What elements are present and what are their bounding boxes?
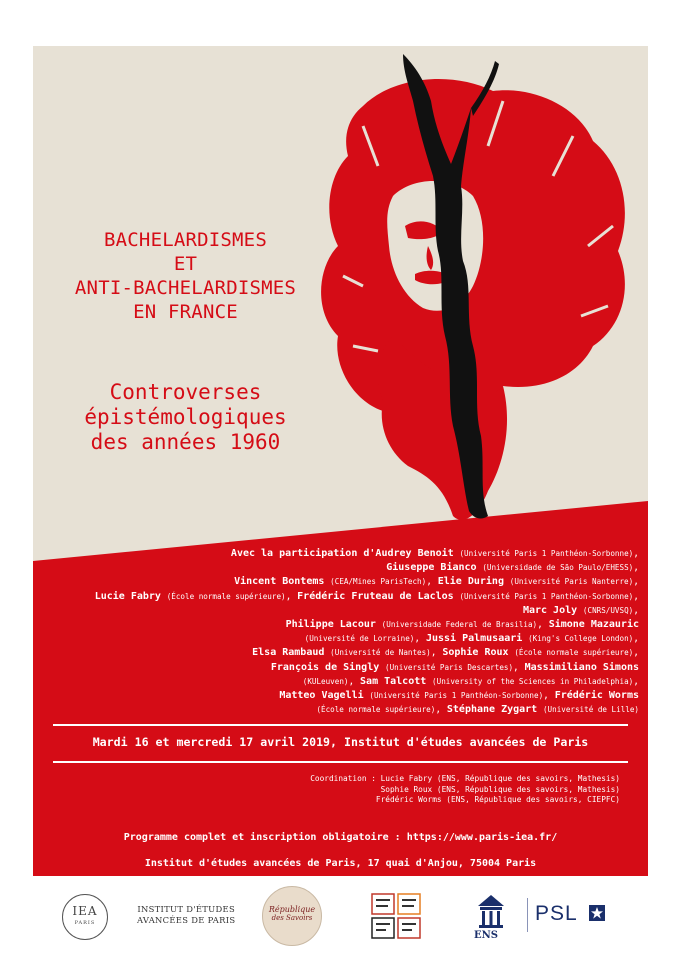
republique-logo-line: des Savoirs bbox=[271, 914, 313, 922]
iea-wordmark bbox=[137, 904, 235, 926]
programme-link[interactable]: Programme complet et inscription obligatoire : https://www.paris-iea.fr/ bbox=[123, 832, 558, 843]
participants-intro: Avec la participation d' bbox=[230, 548, 376, 559]
iea-logo bbox=[62, 894, 108, 940]
participant-affiliation: (Université Paris 1 Panthéon-Sorbonne) bbox=[369, 691, 544, 701]
star-icon bbox=[589, 905, 605, 921]
participant-affiliation: (École normale supérieure) bbox=[316, 705, 436, 715]
venue-address: Institut d'études avancées de Paris, 17 quai d'Anjou, 75004 Paris bbox=[144, 858, 537, 869]
poster bbox=[33, 46, 648, 876]
participant-name: Philippe Lacour bbox=[285, 619, 376, 631]
participant-affiliation: (CNRS/UVSQ) bbox=[582, 605, 634, 615]
participant-affiliation: (Université de Nantes) bbox=[330, 648, 431, 658]
participant-affiliation: (KULeuven) bbox=[302, 676, 349, 686]
coordination-line: Coordination : Lucie Fabry (ENS, République des savoirs, Mathesis) bbox=[310, 774, 620, 783]
participant-affiliation: (University of the Sciences in Philadelphia) bbox=[432, 676, 634, 686]
participant-name: Audrey Benoit bbox=[375, 548, 454, 559]
participant-name: Stéphane Zygart bbox=[446, 704, 538, 716]
event-dates: Mardi 16 et mercredi 17 avril 2019, Institut d'études avancées de Paris bbox=[92, 735, 589, 749]
participants-list: Avec la participation d'Audrey Benoit (Université Paris 1 Panthéon-Sorbonne), Giuseppe Bianco (Universidade de São Paulo/EHESS), Vincent Bontems (CEA/Mines ParisTech), Elie During (Université Paris Nanterre), Lucie Fabry (École normale supérieure), Frédéric Fruteau de Laclos (Université Paris 1 Panthéon-Sorbonne), Marc Joly (CNRS/UVSQ), Philippe Lacour (Universidade Federal de Brasilia), Simone Mazauric (Université de Lorraine), Jussi Palmusaari (King's College London), Elsa Rambaud (Université de Nantes), Sophie Roux (École normale supérieure), François de Singly (Université Paris Descartes), Massimiliano Simons (KULeuven), Sam Talcott (University of the Sciences in Philadelphia), Matteo Vagelli (Université Paris 1 Panthéon-Sorbonne), Frédéric Worms (École normale supérieure), Stéphane Zygart (Université de Lille) bbox=[94, 548, 639, 716]
iea-wordmark-line: INSTITUT D'ÉTUDES bbox=[137, 904, 235, 914]
participant-name: Frédéric Worms bbox=[554, 690, 639, 702]
transferts-culturels-logo bbox=[370, 892, 422, 940]
participant-name: Vincent Bontems bbox=[234, 576, 325, 588]
republique-logo-line: République bbox=[268, 905, 316, 914]
title-line: ET bbox=[173, 253, 198, 275]
ens-logo-text: ENS bbox=[474, 930, 498, 941]
participant-affiliation: (École normale supérieure) bbox=[166, 591, 286, 601]
participant-affiliation: (École normale supérieure) bbox=[514, 648, 634, 658]
psl-logo-text: PSL bbox=[535, 902, 578, 925]
iea-logo-text: IEA bbox=[72, 904, 98, 918]
participant-name: Giuseppe Bianco bbox=[386, 562, 477, 574]
participant-name: Elie During bbox=[437, 576, 504, 588]
republique-des-savoirs-logo bbox=[262, 886, 322, 946]
ens-building-icon bbox=[476, 892, 506, 928]
logo-separator bbox=[527, 898, 528, 932]
coordination-line: Sophie Roux (ENS, République des savoirs, Mathesis) bbox=[380, 784, 620, 794]
title-line: BACHELARDISMES bbox=[104, 229, 267, 251]
partner-logos bbox=[0, 880, 681, 950]
participant-affiliation: (Universidade de São Paulo/EHESS) bbox=[482, 563, 634, 573]
iea-logo-city: PARIS bbox=[74, 920, 96, 926]
coordination bbox=[310, 774, 620, 806]
participant-affiliation: (Université de Lorraine) bbox=[304, 634, 415, 644]
participant-affiliation: (Université Paris 1 Panthéon-Sorbonne) bbox=[459, 549, 634, 558]
participant-affiliation: (CEA/Mines ParisTech) bbox=[330, 577, 427, 587]
participant-name: François de Singly bbox=[270, 661, 380, 673]
participant-name: Lucie Fabry bbox=[94, 590, 161, 602]
participant-name: Matteo Vagelli bbox=[279, 690, 364, 702]
title-line: ANTI-BACHELARDISMES bbox=[74, 277, 297, 299]
subtitle bbox=[33, 380, 338, 455]
subtitle-line: Controverses bbox=[109, 380, 262, 404]
participant-affiliation: (Université Paris 1 Panthéon-Sorbonne) bbox=[459, 591, 634, 601]
participant-name: Sophie Roux bbox=[442, 647, 509, 659]
participant-name: Simone Mazauric bbox=[548, 619, 639, 631]
participant-name: Frédéric Fruteau de Laclos bbox=[297, 590, 454, 602]
participant-name: Marc Joly bbox=[522, 604, 578, 616]
participant-affiliation: (Université de Lille) bbox=[542, 705, 639, 715]
participant-name: Jussi Palmusaari bbox=[425, 633, 523, 645]
participant-affiliation: (Université Paris Descartes) bbox=[385, 662, 514, 672]
participant-affiliation: (King's College London) bbox=[528, 634, 634, 644]
subtitle-line: des années 1960 bbox=[90, 430, 281, 454]
divider bbox=[53, 761, 628, 763]
title-line: EN FRANCE bbox=[133, 301, 238, 323]
participant-name: Sam Talcott bbox=[360, 675, 427, 687]
participant-name: Elsa Rambaud bbox=[252, 647, 325, 659]
divider bbox=[53, 724, 628, 726]
title bbox=[33, 228, 338, 324]
participant-name: Massimiliano Simons bbox=[524, 661, 639, 673]
iea-wordmark-line: AVANCÉES DE PARIS bbox=[137, 915, 236, 925]
participant-affiliation: (Universidade Federal de Brasilia) bbox=[381, 620, 538, 630]
subtitle-line: épistémologiques bbox=[84, 405, 287, 429]
coordination-line: Frédéric Worms (ENS, République des savoirs, CIEPFC) bbox=[375, 795, 620, 804]
participant-affiliation: (Université Paris Nanterre) bbox=[509, 577, 634, 587]
